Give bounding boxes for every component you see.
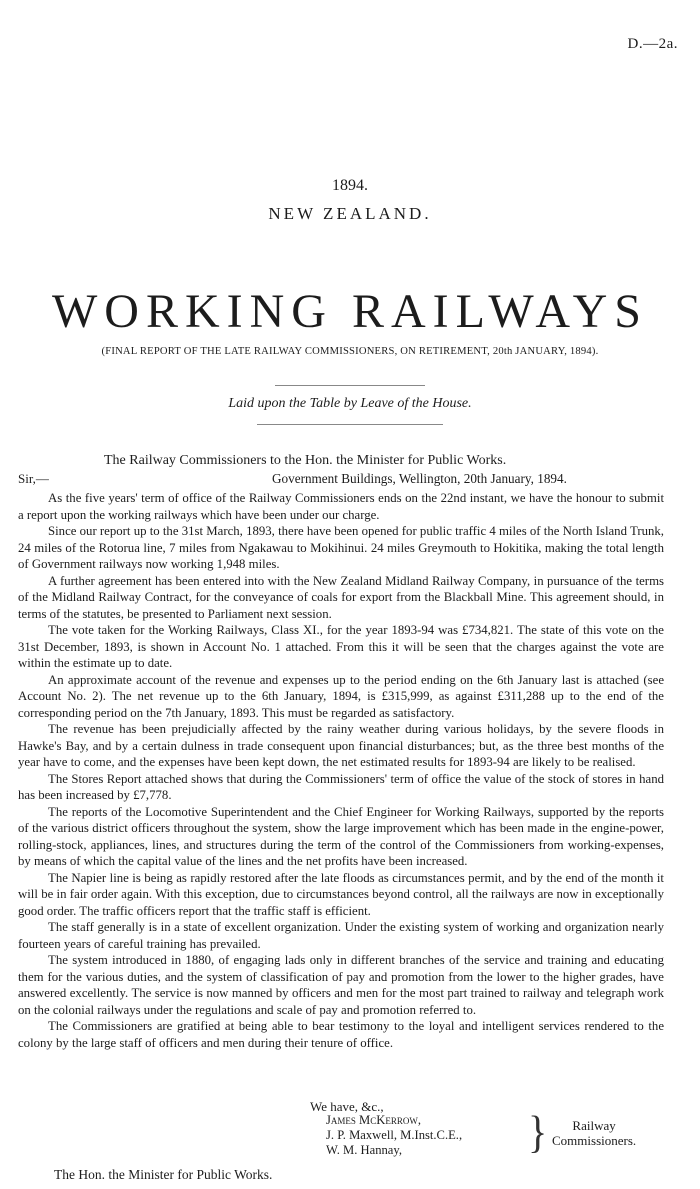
paragraph: Since our report up to the 31st March, 1893, there have been opened for public traffic 4 miles of the North Island Trunk, 24 miles of the Rotorua line, 7 miles from Ngakawau to Mokihinui. 24 miles Greymouth to Hokitika, making the total length of Government railways now working 1,948 miles.: [18, 524, 664, 571]
signatory-name: J. P. Maxwell, M.Inst.C.E.,: [326, 1128, 463, 1142]
signatory-name: W. M. Hannay,: [326, 1143, 403, 1157]
paragraph: The staff generally is in a state of excellent organization. Under the existing system of working and organization nearly fourteen years of careful training has prevailed.: [18, 920, 664, 951]
signatory-role: [552, 1118, 636, 1148]
paragraph: The Commissioners are gratified at being able to bear testimony to the loyal and intelligent services rendered to the colony by the large staff of officers and men during their tenure of office.: [18, 1019, 664, 1050]
laid-upon-table-note: Laid upon the Table by Leave of the House.: [228, 396, 472, 411]
paragraph: The reports of the Locomotive Superintendent and the Chief Engineer for Working Railways, supported by the reports of the various district officers throughout the system, show the large improvement which has been made in the engine-power, rolling-stock, appliances, lines, and structures during the term of the control of the Commissioners from working-expenses, by means of which the capital value of the lines and the net profits have been increased.: [18, 804, 664, 868]
document-reference: D.—2a.: [627, 36, 678, 52]
paragraph: An approximate account of the revenue and expenses up to the period ending on the 6th January last is attached (see Account No. 2). The net revenue up to the 6th January, 1894, is £315,999, as against £311,288 up to the end of the corresponding period on the 7th January, 1893. This must be regarded as satisfactory.: [18, 672, 664, 720]
paragraph: A further agreement has been entered into with the New Zealand Midland Railway Company, in pursuance of the terms of the Midland Railway Contract, for the conveyance of coals for export from the Blackball Mine. This agreement should, in terms of the statutes, be presented to Parliament next session.: [18, 573, 664, 621]
paragraph: As the five years' term of office of the Railway Commissioners ends on the 22nd instant, we have the honour to submit a report upon the working railways which have been under our charge.: [18, 491, 664, 522]
paragraph: The Napier line is being as rapidly restored after the late floods as circumstances permit, and by the end of the month it will be in fair order again. With this exception, due to circumstances beyond control, all the railways are now in exceptionally good order. The traffic officers report that the traffic staff is efficient.: [18, 870, 664, 918]
year-heading: 1894.: [332, 177, 368, 194]
paragraph: The Stores Report attached shows that during the Commissioners' term of office the value of the stock of stores in hand has been increased by £7,778.: [18, 771, 664, 802]
signatory-name: James McKerrow,: [326, 1113, 421, 1127]
paragraph: The system introduced in 1880, of engaging lads only in different branches of the service and training and educating them for the various duties, and the system of classification of pay and promotion from the lower to the higher grades, have answered excellently. The service is now manned by officers and men for the most part trained to railway and telegraph work on the colonial railways under the regulations and scale of pay and promotion referred to.: [18, 953, 664, 1017]
place-and-date: Government Buildings, Wellington, 20th January, 1894.: [272, 471, 567, 486]
letter-addressee: The Railway Commissioners to the Hon. the Minister for Public Works.: [104, 453, 507, 468]
salutation: Sir,—: [18, 471, 49, 486]
right-brace-icon: }: [528, 1105, 548, 1158]
paragraph: The revenue has been prejudicially affected by the rainy weather during various holidays, by the severe floods in Hawke's Bay, and by a certain dulness in trade consequent upon financial disturbances; but, as the three best months of the year have to come, and the expenses have been kept down, the net estimated results for 1893-94 are likely to be realised.: [18, 722, 664, 769]
divider-top: [275, 385, 425, 386]
report-subtitle: (FINAL REPORT OF THE LATE RAILWAY COMMISSIONERS, ON RETIREMENT, 20th JANUARY, 1894).: [101, 346, 599, 357]
report-title: WORKING RAILWAYS: [52, 285, 648, 338]
role-line: Commissioners.: [552, 1133, 637, 1148]
role-line: Railway: [572, 1118, 616, 1133]
signatories: [326, 1113, 462, 1158]
divider-bottom: [257, 424, 443, 425]
paragraph: The vote taken for the Working Railways, Class XI., for the year 1893-94 was £734,821. The state of this vote on the 31st December, 1893, is shown in Account No. 1 attached. From this it will be seen that the charges against the vote are within the estimate up to date.: [18, 623, 664, 670]
country-heading: NEW ZEALAND.: [268, 204, 432, 223]
closing-phrase: We have, &c.,: [310, 1099, 384, 1114]
letter-body: [18, 490, 664, 1051]
recipient-line: The Hon. the Minister for Public Works.: [54, 1167, 273, 1182]
